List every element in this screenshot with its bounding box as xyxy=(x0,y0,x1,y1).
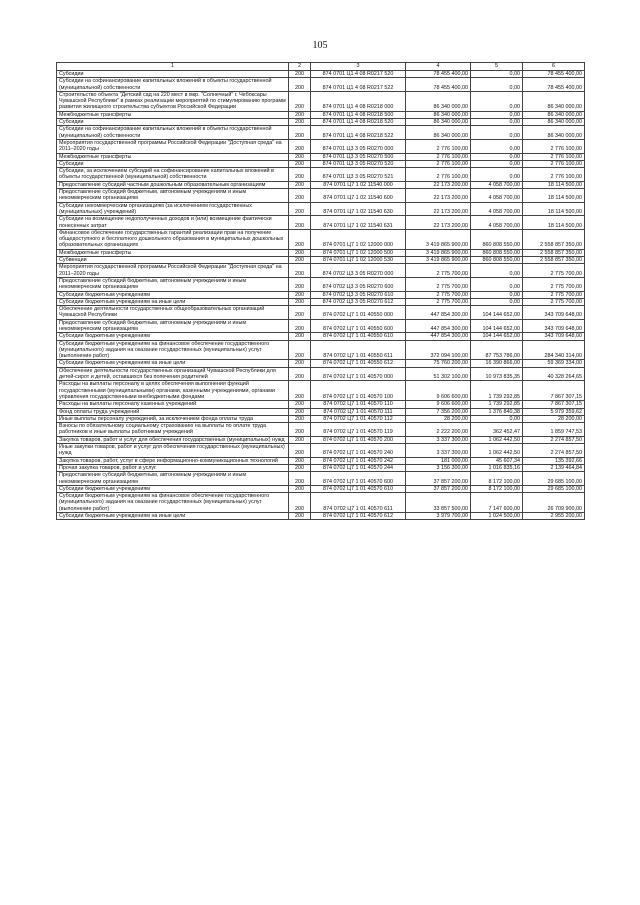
row-code: 200 xyxy=(289,367,311,381)
row-approved-amount: 3 419 865 900,00 xyxy=(406,257,471,264)
row-budget-code: 874 0701 Ц7 1 02 12000 530 xyxy=(311,257,406,264)
row-approved-amount: 181 000,00 xyxy=(406,457,471,464)
row-executed-amount: 1 376 840,38 xyxy=(471,408,523,415)
row-approved-amount: 2 222 200,00 xyxy=(406,423,471,437)
row-budget-code: 874 0702 Ц7 1 01 40570 110 xyxy=(311,401,406,408)
row-name: Закупка товаров, работ, услуг в сфере информационно-коммуникационных технологий xyxy=(57,457,289,464)
row-code: 200 xyxy=(289,126,311,140)
row-remaining-amount: 86 340 000,00 xyxy=(523,111,585,118)
row-approved-amount: 3 156 300,00 xyxy=(406,464,471,471)
row-executed-amount: 8 172 100,00 xyxy=(471,472,523,486)
row-executed-amount: 4 058 700,00 xyxy=(471,189,523,203)
table-row xyxy=(57,249,585,256)
row-remaining-amount: 1 859 747,53 xyxy=(523,423,585,437)
row-approved-amount: 86 340 000,00 xyxy=(406,91,471,111)
row-budget-code: 874 0701 Ц1 4 08 R0218 520 xyxy=(311,119,406,126)
row-name: Предоставление субсидий бюджетным, автономным учреждениям и иным некоммерческим организациям xyxy=(57,472,289,486)
row-name: Субсидии бюджетным учреждениям на финансовое обеспечение государственного (муниципального) задания на оказание государственных (муниципальных) услуг (выполнение работ) xyxy=(57,340,289,360)
table-row xyxy=(57,408,585,415)
table-row xyxy=(57,264,585,278)
row-name: Субсидии бюджетным учреждениям xyxy=(57,333,289,340)
row-executed-amount: 8 172 100,00 xyxy=(471,485,523,492)
row-approved-amount: 2 776 100,00 xyxy=(406,160,471,167)
table-body xyxy=(57,71,585,520)
row-budget-code: 874 0701 Ц1 4 08 R0217 522 xyxy=(311,78,406,92)
table-row xyxy=(57,423,585,437)
row-code: 200 xyxy=(289,464,311,471)
row-code: 200 xyxy=(289,264,311,278)
row-remaining-amount: 2 776 100,00 xyxy=(523,139,585,153)
row-budget-code: 874 0702 Ц3 3 05 R0270 610 xyxy=(311,291,406,298)
row-remaining-amount: 2 955 200,00 xyxy=(523,513,585,520)
row-executed-amount: 16 390 866,00 xyxy=(471,360,523,367)
table-row xyxy=(57,71,585,78)
row-remaining-amount: 18 114 500,00 xyxy=(523,216,585,230)
row-name: Предоставление субсидий бюджетным, автономным учреждениям и иным некоммерческим организациям xyxy=(57,277,289,291)
row-code: 200 xyxy=(289,202,311,216)
row-name: Предоставление субсидий частным дошкольным образовательным организациям xyxy=(57,181,289,188)
row-remaining-amount: 2 139 464,84 xyxy=(523,464,585,471)
row-name: Прочая закупка товаров, работ и услуг xyxy=(57,464,289,471)
row-code: 200 xyxy=(289,340,311,360)
row-remaining-amount: 2 558 857 350,00 xyxy=(523,229,585,249)
row-name: Межбюджетные трансферты xyxy=(57,153,289,160)
row-budget-code: 874 0702 Ц7 1 01 40570 244 xyxy=(311,464,406,471)
row-code: 200 xyxy=(289,181,311,188)
row-executed-amount: 0,00 xyxy=(471,78,523,92)
row-remaining-amount: 59 369 334,00 xyxy=(523,360,585,367)
row-name: Субсидии бюджетным учреждениям xyxy=(57,291,289,298)
row-approved-amount: 22 173 200,00 xyxy=(406,189,471,203)
table-row xyxy=(57,340,585,360)
table-row xyxy=(57,229,585,249)
row-remaining-amount: 28 200,00 xyxy=(523,415,585,422)
row-budget-code: 874 0702 Ц3 3 05 R0270 600 xyxy=(311,277,406,291)
row-name: Субсидии некоммерческим организациям (за исключением государственных (муниципальных) учреждений) xyxy=(57,202,289,216)
row-budget-code: 874 0702 Ц7 1 01 40550 610 xyxy=(311,333,406,340)
row-approved-amount: 2 776 100,00 xyxy=(406,139,471,153)
row-executed-amount: 1 739 292,85 xyxy=(471,401,523,408)
table-row xyxy=(57,306,585,320)
row-name: Субсидии xyxy=(57,160,289,167)
page-number: 105 xyxy=(312,40,328,51)
table-row xyxy=(57,160,585,167)
row-approved-amount: 33 857 500,00 xyxy=(406,493,471,513)
row-approved-amount: 2 776 100,00 xyxy=(406,153,471,160)
row-code: 200 xyxy=(289,306,311,320)
table-row xyxy=(57,381,585,401)
row-name: Обеспечение деятельности государственных общеобразовательных организаций Чувашской Республики xyxy=(57,306,289,320)
row-code: 200 xyxy=(289,415,311,422)
row-executed-amount: 104 144 652,00 xyxy=(471,319,523,333)
row-remaining-amount: 7 867 307,15 xyxy=(523,381,585,401)
row-budget-code: 874 0701 Ц7 1 02 11540 630 xyxy=(311,202,406,216)
row-remaining-amount: 2 776 100,00 xyxy=(523,153,585,160)
row-approved-amount: 78 455 400,00 xyxy=(406,71,471,78)
row-name: Субсидии бюджетным учреждениям на иные цели xyxy=(57,360,289,367)
row-budget-code: 874 0701 Ц1 4 08 R0218 522 xyxy=(311,126,406,140)
row-name: Иные выплаты персоналу учреждений, за исключением фонда оплаты труда xyxy=(57,415,289,422)
row-approved-amount: 22 173 200,00 xyxy=(406,202,471,216)
row-name: Межбюджетные трансферты xyxy=(57,111,289,118)
table-row xyxy=(57,485,585,492)
row-approved-amount: 3 419 865 900,00 xyxy=(406,249,471,256)
row-code: 200 xyxy=(289,457,311,464)
row-name: Субвенции xyxy=(57,257,289,264)
row-executed-amount: 0,00 xyxy=(471,291,523,298)
row-remaining-amount: 2 775 700,00 xyxy=(523,298,585,305)
row-approved-amount: 2 775 700,00 xyxy=(406,298,471,305)
table-row xyxy=(57,298,585,305)
row-code: 200 xyxy=(289,160,311,167)
row-approved-amount: 51 302 100,00 xyxy=(406,367,471,381)
row-approved-amount: 3 979 700,00 xyxy=(406,513,471,520)
column-number-4: 4 xyxy=(406,63,471,71)
row-remaining-amount: 86 340 000,00 xyxy=(523,91,585,111)
row-remaining-amount: 86 340 000,00 xyxy=(523,126,585,140)
row-remaining-amount: 2 775 700,00 xyxy=(523,264,585,278)
row-executed-amount: 0,00 xyxy=(471,91,523,111)
row-budget-code: 874 0702 Ц3 3 05 R0270 000 xyxy=(311,264,406,278)
row-budget-code: 874 0702 Ц3 3 05 R0270 612 xyxy=(311,298,406,305)
row-name: Субсидии на софинансирование капитальных вложений в объекты государственной (муниципальной) собственности xyxy=(57,78,289,92)
row-code: 200 xyxy=(289,472,311,486)
row-code: 200 xyxy=(289,485,311,492)
row-approved-amount: 37 857 200,00 xyxy=(406,485,471,492)
row-name: Межбюджетные трансферты xyxy=(57,249,289,256)
row-remaining-amount: 29 685 100,00 xyxy=(523,485,585,492)
row-budget-code: 874 0702 Ц7 1 01 40570 111 xyxy=(311,408,406,415)
column-number-row xyxy=(57,63,585,71)
row-code: 200 xyxy=(289,493,311,513)
table-row xyxy=(57,168,585,182)
table-row xyxy=(57,216,585,230)
row-budget-code: 874 0702 Ц7 1 01 40570 612 xyxy=(311,513,406,520)
row-executed-amount: 0,00 xyxy=(471,119,523,126)
row-code: 200 xyxy=(289,189,311,203)
row-budget-code: 874 0701 Ц3 3 05 R0270 521 xyxy=(311,168,406,182)
table-row xyxy=(57,189,585,203)
row-remaining-amount: 2 274 857,50 xyxy=(523,444,585,458)
row-remaining-amount: 2 776 100,00 xyxy=(523,160,585,167)
row-code: 200 xyxy=(289,381,311,401)
row-remaining-amount: 18 114 500,00 xyxy=(523,189,585,203)
row-approved-amount: 22 173 200,00 xyxy=(406,216,471,230)
row-name: Предоставление субсидий бюджетным, автономным учреждениям и иным некоммерческим организациям xyxy=(57,189,289,203)
row-executed-amount: 362 452,47 xyxy=(471,423,523,437)
table-row xyxy=(57,367,585,381)
column-number-1: 1 xyxy=(57,63,289,71)
row-executed-amount: 0,00 xyxy=(471,126,523,140)
row-executed-amount: 0,00 xyxy=(471,277,523,291)
row-remaining-amount: 78 455 400,00 xyxy=(523,78,585,92)
table-row xyxy=(57,444,585,458)
table-row xyxy=(57,457,585,464)
row-budget-code: 874 0702 Ц7 1 01 40550 612 xyxy=(311,360,406,367)
row-code: 200 xyxy=(289,291,311,298)
row-name: Закупка товаров, работ и услуг для обеспечения государственных (муниципальных) нужд xyxy=(57,436,289,443)
row-executed-amount: 0,00 xyxy=(471,168,523,182)
row-approved-amount: 9 606 600,00 xyxy=(406,381,471,401)
row-code: 200 xyxy=(289,229,311,249)
row-approved-amount: 22 173 200,00 xyxy=(406,181,471,188)
row-approved-amount: 86 340 000,00 xyxy=(406,126,471,140)
row-approved-amount: 37 857 200,00 xyxy=(406,472,471,486)
row-budget-code: 874 0702 Ц7 1 01 40570 600 xyxy=(311,472,406,486)
row-approved-amount: 2 776 100,00 xyxy=(406,168,471,182)
row-approved-amount: 86 340 000,00 xyxy=(406,111,471,118)
row-budget-code: 874 0701 Ц7 1 02 12000 500 xyxy=(311,249,406,256)
row-remaining-amount: 343 709 648,00 xyxy=(523,306,585,320)
column-number-2: 2 xyxy=(289,63,311,71)
row-name: Финансовое обеспечение государственных гарантий реализации прав на получение общедоступного и бесплатного дошкольного образования в муниципальных дошкольных образовательных организациях xyxy=(57,229,289,249)
row-code: 200 xyxy=(289,423,311,437)
row-code: 200 xyxy=(289,78,311,92)
table-row xyxy=(57,513,585,520)
table-row xyxy=(57,91,585,111)
row-executed-amount: 0,00 xyxy=(471,111,523,118)
row-remaining-amount: 26 709 900,00 xyxy=(523,493,585,513)
row-remaining-amount: 29 685 100,00 xyxy=(523,472,585,486)
row-name: Субсидии xyxy=(57,119,289,126)
row-budget-code: 874 0701 Ц7 1 02 11540 631 xyxy=(311,216,406,230)
row-executed-amount: 0,00 xyxy=(471,298,523,305)
row-code: 200 xyxy=(289,401,311,408)
row-remaining-amount: 2 558 857 350,00 xyxy=(523,249,585,256)
row-name: Иные закупки товаров, работ и услуг для обеспечения государственных (муниципальных) нужд xyxy=(57,444,289,458)
row-approved-amount: 7 356 200,00 xyxy=(406,408,471,415)
row-executed-amount: 0,00 xyxy=(471,160,523,167)
row-name: Субсидии на софинансирование капитальных вложений в объекты государственной (муниципальной) собственности xyxy=(57,126,289,140)
row-remaining-amount: 343 709 648,00 xyxy=(523,319,585,333)
row-code: 200 xyxy=(289,257,311,264)
table-row xyxy=(57,464,585,471)
row-budget-code: 874 0702 Ц7 1 01 40570 610 xyxy=(311,485,406,492)
row-budget-code: 874 0702 Ц7 1 01 40570 611 xyxy=(311,493,406,513)
row-executed-amount: 4 058 700,00 xyxy=(471,202,523,216)
row-remaining-amount: 2 775 700,00 xyxy=(523,291,585,298)
row-budget-code: 874 0701 Ц7 1 02 11540 000 xyxy=(311,181,406,188)
table-row xyxy=(57,126,585,140)
column-number-3: 3 xyxy=(311,63,406,71)
row-code: 200 xyxy=(289,168,311,182)
table-row xyxy=(57,333,585,340)
table-row xyxy=(57,319,585,333)
row-executed-amount: 1 062 442,50 xyxy=(471,436,523,443)
row-executed-amount: 860 808 550,00 xyxy=(471,249,523,256)
table-row xyxy=(57,181,585,188)
row-code: 200 xyxy=(289,71,311,78)
row-approved-amount: 9 606 600,00 xyxy=(406,401,471,408)
table-row xyxy=(57,78,585,92)
row-executed-amount: 1 024 500,00 xyxy=(471,513,523,520)
row-name: Мероприятия государственной программы Российской Федерации "Доступная среда" на 2011–2020 годы xyxy=(57,139,289,153)
row-remaining-amount: 40 328 264,65 xyxy=(523,367,585,381)
row-approved-amount: 2 775 700,00 xyxy=(406,264,471,278)
row-remaining-amount: 2 274 857,50 xyxy=(523,436,585,443)
row-budget-code: 874 0701 Ц7 1 02 12000 000 xyxy=(311,229,406,249)
row-budget-code: 874 0702 Ц7 1 01 40570 112 xyxy=(311,415,406,422)
row-remaining-amount: 78 455 400,00 xyxy=(523,71,585,78)
row-approved-amount: 75 760 200,00 xyxy=(406,360,471,367)
row-name: Субсидии xyxy=(57,71,289,78)
row-executed-amount: 7 147 600,00 xyxy=(471,493,523,513)
row-approved-amount: 3 337 300,00 xyxy=(406,444,471,458)
row-approved-amount: 372 094 100,00 xyxy=(406,340,471,360)
row-remaining-amount: 2 776 100,00 xyxy=(523,168,585,182)
row-executed-amount: 0,00 xyxy=(471,264,523,278)
row-executed-amount: 1 062 442,50 xyxy=(471,444,523,458)
row-executed-amount: 860 808 550,00 xyxy=(471,257,523,264)
row-remaining-amount: 2 558 857 350,00 xyxy=(523,257,585,264)
row-code: 200 xyxy=(289,153,311,160)
row-budget-code: 874 0702 Ц7 1 01 40570 242 xyxy=(311,457,406,464)
row-budget-code: 874 0701 Ц3 3 05 R0270 500 xyxy=(311,153,406,160)
row-budget-code: 874 0702 Ц7 1 01 40570 119 xyxy=(311,423,406,437)
row-executed-amount: 87 753 786,00 xyxy=(471,340,523,360)
row-approved-amount: 78 455 400,00 xyxy=(406,78,471,92)
row-remaining-amount: 86 340 000,00 xyxy=(523,119,585,126)
row-remaining-amount: 7 867 307,15 xyxy=(523,401,585,408)
table-row xyxy=(57,360,585,367)
row-budget-code: 874 0701 Ц1 4 08 R0218 000 xyxy=(311,91,406,111)
table-row xyxy=(57,111,585,118)
row-name: Расходы на выплаты персоналу в целях обеспечения выполнения функций государственными (муниципальными) органами, казенными учреждениями, органами управления государственными внебюджетными фондами xyxy=(57,381,289,401)
row-remaining-amount: 284 340 314,00 xyxy=(523,340,585,360)
row-executed-amount: 10 973 835,35 xyxy=(471,367,523,381)
row-code: 200 xyxy=(289,277,311,291)
row-name: Субсидии бюджетным учреждениям на финансовое обеспечение государственного (муниципального) задания на оказание государственных (муниципальных) услуг (выполнение работ) xyxy=(57,493,289,513)
row-executed-amount: 4 058 700,00 xyxy=(471,181,523,188)
row-remaining-amount: 5 979 359,62 xyxy=(523,408,585,415)
table-row xyxy=(57,153,585,160)
row-executed-amount: 1 016 835,16 xyxy=(471,464,523,471)
row-name: Расходы на выплаты персоналу казенных учреждений xyxy=(57,401,289,408)
table-row xyxy=(57,119,585,126)
table-row xyxy=(57,257,585,264)
row-budget-code: 874 0702 Ц7 1 01 40550 611 xyxy=(311,340,406,360)
column-number-6: 6 xyxy=(523,63,585,71)
row-code: 200 xyxy=(289,91,311,111)
row-budget-code: 874 0702 Ц7 1 01 40570 000 xyxy=(311,367,406,381)
row-name: Субсидии бюджетным учреждениям на иные цели xyxy=(57,298,289,305)
table-row xyxy=(57,436,585,443)
row-executed-amount: 4 058 700,00 xyxy=(471,216,523,230)
row-code: 200 xyxy=(289,408,311,415)
row-name: Субсидии бюджетным учреждениям на иные цели xyxy=(57,513,289,520)
row-name: Субсидии бюджетным учреждениям xyxy=(57,485,289,492)
row-code: 200 xyxy=(289,139,311,153)
row-approved-amount: 86 340 000,00 xyxy=(406,119,471,126)
row-name: Мероприятия государственной программы Российской Федерации "Доступная среда" на 2011–2020 годы xyxy=(57,264,289,278)
row-remaining-amount: 2 775 700,00 xyxy=(523,277,585,291)
row-executed-amount: 104 144 652,00 xyxy=(471,333,523,340)
column-number-5: 5 xyxy=(471,63,523,71)
row-remaining-amount: 18 114 500,00 xyxy=(523,202,585,216)
row-approved-amount: 447 854 300,00 xyxy=(406,306,471,320)
table-row xyxy=(57,415,585,422)
row-code: 200 xyxy=(289,513,311,520)
table-row xyxy=(57,202,585,216)
row-approved-amount: 28 200,00 xyxy=(406,415,471,422)
budget-execution-table xyxy=(56,62,585,520)
row-remaining-amount: 343 709 648,00 xyxy=(523,333,585,340)
row-name: Обеспечение деятельности государственных организаций Чувашской Республики для детей-сирот и детей, оставшихся без попечения родителей xyxy=(57,367,289,381)
row-approved-amount: 3 419 865 900,00 xyxy=(406,229,471,249)
row-name: Строительство объекта "Детский сад на 220 мест в мкр. "Солнечный" г. Чебоксары Чувашской Республики" в рамках реализации мероприятий по стимулированию программ развития жилищного строительства субъектов Российской Федерации xyxy=(57,91,289,111)
row-budget-code: 874 0702 Ц7 1 01 40570 100 xyxy=(311,381,406,401)
row-name: Предоставление субсидий бюджетным, автономным учреждениям и иным некоммерческим организациям xyxy=(57,319,289,333)
row-remaining-amount: 18 114 500,00 xyxy=(523,181,585,188)
row-remaining-amount: 135 392,66 xyxy=(523,457,585,464)
row-code: 200 xyxy=(289,444,311,458)
row-code: 200 xyxy=(289,333,311,340)
row-budget-code: 874 0702 Ц7 1 01 40550 000 xyxy=(311,306,406,320)
row-executed-amount: 860 808 550,00 xyxy=(471,229,523,249)
row-approved-amount: 447 854 300,00 xyxy=(406,319,471,333)
row-budget-code: 874 0702 Ц7 1 01 40570 200 xyxy=(311,436,406,443)
table-row xyxy=(57,139,585,153)
row-code: 200 xyxy=(289,249,311,256)
table-row xyxy=(57,291,585,298)
row-executed-amount: 0,00 xyxy=(471,415,523,422)
row-budget-code: 874 0701 Ц3 3 05 R0270 520 xyxy=(311,160,406,167)
row-approved-amount: 2 775 700,00 xyxy=(406,277,471,291)
row-executed-amount: 1 739 292,85 xyxy=(471,381,523,401)
row-budget-code: 874 0702 Ц7 1 01 40570 240 xyxy=(311,444,406,458)
table-row xyxy=(57,277,585,291)
row-code: 200 xyxy=(289,111,311,118)
row-budget-code: 874 0701 Ц1 4 08 R0217 520 xyxy=(311,71,406,78)
row-name: Взносы по обязательному социальному страхованию на выплаты по оплате труда работников и иные выплаты работникам учреждений xyxy=(57,423,289,437)
row-approved-amount: 447 854 300,00 xyxy=(406,333,471,340)
row-approved-amount: 2 775 700,00 xyxy=(406,291,471,298)
row-code: 200 xyxy=(289,216,311,230)
row-budget-code: 874 0701 Ц3 3 05 R0270 000 xyxy=(311,139,406,153)
row-executed-amount: 104 144 652,00 xyxy=(471,306,523,320)
row-budget-code: 874 0701 Ц7 1 02 11540 600 xyxy=(311,189,406,203)
table-row xyxy=(57,472,585,486)
row-name: Фонд оплаты труда учреждений xyxy=(57,408,289,415)
row-executed-amount: 0,00 xyxy=(471,71,523,78)
row-budget-code: 874 0701 Ц1 4 08 R0218 500 xyxy=(311,111,406,118)
row-code: 200 xyxy=(289,119,311,126)
row-name: Субсидии, за исключением субсидий на софинансирование капитальных вложений в объекты государственной (муниципальной) собственности xyxy=(57,168,289,182)
row-executed-amount: 0,00 xyxy=(471,139,523,153)
row-code: 200 xyxy=(289,298,311,305)
row-code: 200 xyxy=(289,436,311,443)
row-approved-amount: 3 337 300,00 xyxy=(406,436,471,443)
row-executed-amount: 45 607,34 xyxy=(471,457,523,464)
row-code: 200 xyxy=(289,360,311,367)
row-code: 200 xyxy=(289,319,311,333)
table-row xyxy=(57,493,585,513)
row-executed-amount: 0,00 xyxy=(471,153,523,160)
table-row xyxy=(57,401,585,408)
row-name: Субсидии на возмещение недополученных доходов и (или) возмещение фактически понесенных затрат xyxy=(57,216,289,230)
row-budget-code: 874 0702 Ц7 1 01 40550 600 xyxy=(311,319,406,333)
